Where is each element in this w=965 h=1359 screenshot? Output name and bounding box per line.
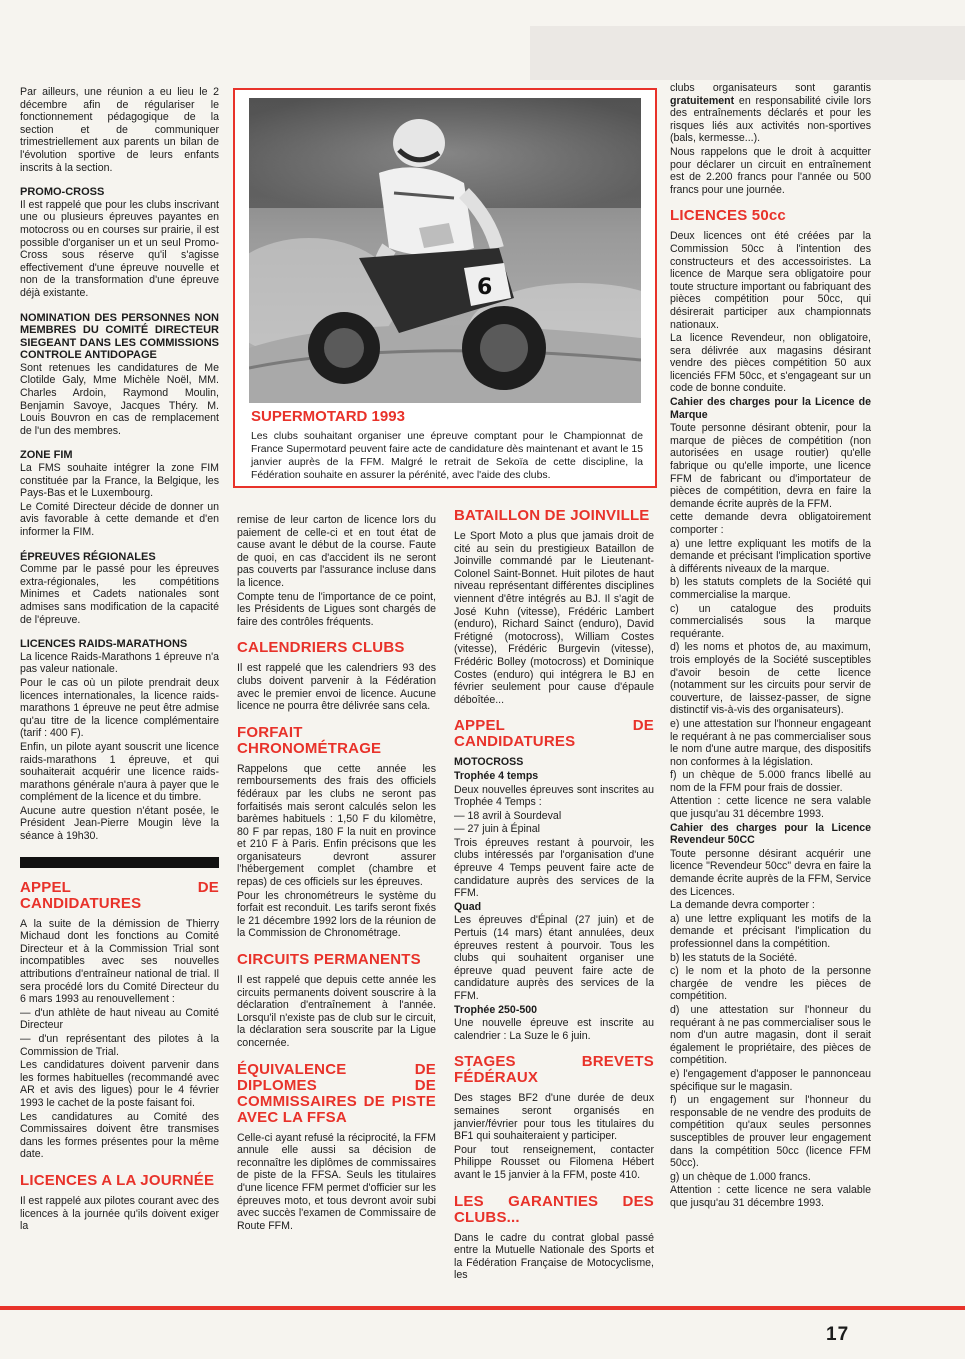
- raids-paragraph-4: Aucune autre question n'étant posée, le Président Jean-Pierre Mougin lève la séance à 19h30.: [20, 804, 219, 843]
- marque-item-c: c) un catalogue des produits commercialisés sous la marque requérante.: [670, 602, 871, 640]
- licences-journee-text: Il est rappelé aux pilotes courant avec des licences à la journée qu'ils doivent exiger la: [20, 1194, 219, 1233]
- forfait-paragraph-2: Pour les chronométreurs le système du forfait est reconduit. Les tarifs seront fixés le 21 décembre 1992 lors de la réunion de la Commission de Chronométrage.: [237, 889, 436, 940]
- garanties-clubs-heading: LES GARANTIES DES CLUBS...: [454, 1192, 654, 1226]
- marque-paragraph-2: cette demande devra obligatoirement comporter :: [670, 511, 871, 536]
- equivalence-diplomes-heading: ÉQUIVALENCE DE DIPLOMES DE COMMISSAIRES DE PISTE AVEC LA FFSA: [237, 1060, 436, 1126]
- appel-paragraph-2: — d'un athlète de haut niveau au Comité Directeur: [20, 1006, 219, 1032]
- revendeur-item-d: d) une attestation sur l'honneur du requérant à ne pas commercialiser sous le nom d'un autre magasin, dont il serait également le propriétaire, des pièces de compétition.: [670, 1003, 871, 1067]
- promo-cross-text: Il est rappelé que pour les clubs inscrivant une ou plusieurs épreuves payantes en motocross ou en courses sur prairie, il est possible d'organiser un et un seul Promo-Cross sous réserve qu'il s'agisse effectivement d'une épreuve nouvelle et non de la transformation d'une épreuve déjà existante.: [20, 198, 219, 299]
- revendeur-item-f: f) un engagement sur l'honneur du responsable de ne vendre des produits de compétition qu'aux seules personnes susceptibles de prouver leur engagement dans la compétition 50cc (licence FFM 50cc).: [670, 1094, 871, 1170]
- appel-paragraph-4: Les candidatures doivent parvenir dans les formes habituelles (recommandé avec AR et avis des ligues) pour le 4 février 1993 le cachet de la poste faisant foi.: [20, 1059, 219, 1109]
- promo-cross-heading: PROMO-CROSS: [20, 186, 105, 199]
- raids-paragraph-2: Pour le cas où un pilote prendrait deux licences internationales, la licence raids-marathons 1 épreuve ne peut être admise qu'au titre de la licence complémentaire (tarif : 400 F).: [20, 676, 219, 740]
- marque-attention: Attention : cette licence ne sera valable que jusqu'au 31 décembre 1993.: [670, 795, 871, 821]
- trophee-250-500-text: Une nouvelle épreuve est inscrite au calendrier : La Suze le 6 juin.: [454, 1017, 654, 1042]
- column-4: [670, 82, 871, 1210]
- bataillon-joinville-text: Le Sport Moto a plus que jamais droit de cité au sein du prestigieux Bataillon de Joinville commandé par le Lieutenant-Colonel Saint-Bonnet. Huit pilotes de haut niveau représentant différentes disciplines viennent d'être intégrés au BJ. Il s'agit de José Kuhn (vitesse), Frédéric Lambert (enduro), Richard Sainct (enduro), David Frétigné (motocross), William Costes (vitesse), Frédéric Burgevin (vitesse), Frédéric Bolley (motocross) et Dominique Costes (enduro) qui intégrera le BJ en février seulement pour cause d'épaule déboîtée...: [454, 530, 654, 706]
- marque-item-e: e) une attestation sur l'honneur engageant le requérant à ne pas commercialiser sous le nom d'une autre marque, des dispositifs non conformes à la législation.: [670, 717, 871, 768]
- appel-candidatures-heading-2: APPEL DE CANDIDATURES: [454, 717, 654, 751]
- calendriers-clubs-text: Il est rappelé que les calendriers 93 des clubs doivent parvenir à la Fédération avec le premier envoi de licence. Aucune licence ne pourra être délivrée sans cela.: [237, 662, 436, 713]
- quad-text: Les épreuves d'Épinal (27 juin) et de Pertuis (14 mars) étant annulées, deux épreuves restent à pourvoir. Tous les clubs qui souhaitent organiser une épreuve quad peuvent faire acte de candidature auprès des services de la FFM.: [454, 914, 654, 1002]
- stages-paragraph-1: Des stages BF2 d'une durée de deux semaines seront organisés en janvier/février pour tous les titulaires du BF1 qui souhaiteraient y participer.: [454, 1092, 654, 1143]
- marque-item-b: b) les statuts complets de la Société qui commercialise la marque.: [670, 576, 871, 601]
- revendeur-item-g: g) un chèque de 1.000 francs.: [670, 1170, 811, 1183]
- calendriers-clubs-heading: CALENDRIERS CLUBS: [237, 639, 405, 657]
- header-band: [530, 26, 965, 80]
- raids-marathons-heading: LICENCES RAIDS-MARATHONS: [20, 638, 188, 651]
- garanties-clubs-text: Dans le cadre du contrat global passé entre la Mutuelle Nationale des Sports et la Fédération Française de Motocyclisme, les: [454, 1231, 654, 1282]
- trophee-4-temps-paragraph-4: Trois épreuves restant à pourvoir, les clubs intéressés par l'organisation d'une épreuve 4 Temps peuvent faire acte de candidature auprès des services de la FFM.: [454, 836, 654, 900]
- cahier-revendeur-subheading: Cahier des charges pour la Licence Revendeur 50CC: [670, 821, 871, 847]
- revendeur-paragraph-2: La demande devra comporter :: [670, 899, 815, 912]
- stages-paragraph-2: Pour tout renseignement, contacter Philippe Rousset ou Filomena Hébert avant le 15 janvier à la FFM, poste 410.: [454, 1143, 654, 1181]
- page-number: 17: [826, 1324, 850, 1345]
- forfait-chronometrage-heading: FORFAIT CHRONOMÉTRAGE: [237, 723, 382, 757]
- zone-fim-text-1: La FMS souhaite intégrer la zone FIM constituée par la France, la Belgique, les Pays-Bas et le Luxembourg.: [20, 462, 219, 500]
- licences-journee-heading: LICENCES A LA JOURNÉE: [20, 1171, 215, 1189]
- licences-50cc-paragraph-1: Deux licences ont été créées par la Commission 50cc à l'intention des constructeurs et des accessoiristes. La licence de Marque sera obligatoire pour toute structure important ou fabriquant des pièces compétition pour 50cc, qui désirerait participer aux championnats nationaux.: [670, 230, 871, 331]
- nomination-text: Sont retenues les candidatures de Me Clotilde Galy, Mme Michèle Noël, MM. Charles Ardoin, Raymond Moulin, Benjamin Savoye, Jacques Théry. M. Louis Bouvron en cas de remplacement de l'un des membres.: [20, 361, 219, 437]
- circuits-permanents-heading: CIRCUITS PERMANENTS: [237, 951, 421, 969]
- zone-fim-text-2: Le Comité Directeur décide de donner un avis favorable à cette demande et d'en informer la FIM.: [20, 500, 219, 538]
- section-divider-bar: [20, 857, 219, 868]
- trophee-4-temps-paragraph-3: — 27 juin à Épinal: [454, 823, 540, 836]
- circuits-permanents-text: Il est rappelé que depuis cette année les circuits permanents doivent souscrire à la déclaration d'entraînement à l'année. Lorsqu'il n'existe pas de club sur le circuit, la déclaration sera souscrite par la Ligue concernée.: [237, 974, 436, 1049]
- supermotard-caption-text: Les clubs souhaitant organiser une épreuve comptant pour le Championnat de France Supermotard peuvent faire acte de candidature dès maintenant et avant le 15 janvier auprès de la FFM. Malgré le retrait de Sekoïa de cette discipline, la Fédération souhaite en assurer la pérénité, avec l'aide des clubs.: [251, 431, 643, 481]
- intro-paragraph: Par ailleurs, une réunion a eu lieu le 2 décembre afin de régulariser le fonctionnement pédagogique de la section et de communiquer trimestriellement aux parents un bilan de l'évolution sportive de leurs enfants inscrits à la section.: [20, 86, 219, 174]
- zone-fim-heading: ZONE FIM: [20, 449, 73, 462]
- raids-paragraph-1: La licence Raids-Marathons 1 épreuve n'a pas valeur nationale.: [20, 650, 219, 676]
- marque-item-d: d) les noms et photos de, au maximum, trois employés de la Société susceptibles d'avoir besoin de cette licence (notamment sur les circuits pour servir de couverture, de laissez-passer, de signe distinctif vis-à-vis des organisateurs).: [670, 641, 871, 717]
- marque-paragraph-1: Toute personne désirant obtenir, pour la marque de pièces de compétition (non autorisées en usage routier) qu'elle fabrique ou qu'elle importe, une licence FFM de fabricant ou d'importateur de pièces de compétition, devra en faire la demande écrite auprès de la FFM.: [670, 422, 871, 510]
- appel-paragraph-1: A la suite de la démission de Thierry Michaud dont les fonctions au Comité Directeur et à la Commission Trial sont incompatibles avec ses nouvelles attributions d'entraîneur national de trial. Il sera procédé lors du Comité Directeur du 6 mars 1993 au renouvellement :: [20, 917, 219, 1006]
- revendeur-item-a: a) une lettre expliquant les motifs de la demande et précisant l'implication du professionnel dans la compétition.: [670, 912, 871, 950]
- garanties-continued: [670, 82, 871, 145]
- bataillon-joinville-heading: BATAILLON DE JOINVILLE: [454, 507, 650, 524]
- garanties-gratuitement: gratuitement: [670, 94, 735, 107]
- supermotard-photo-box: [233, 88, 657, 488]
- column-1: [20, 86, 219, 1234]
- epreuves-regionales-text: Comme par le passé pour les épreuves extra-régionales, les compétitions Minimes et Cadets nationales sont admises sans modification de la capacité de l'épreuve.: [20, 563, 219, 626]
- marque-item-a: a) une lettre expliquant les motifs de la demande et précisant l'implication sportive à différents niveaux de la marque.: [670, 537, 871, 575]
- nomination-heading: NOMINATION DES PERSONNES NON MEMBRES DU COMITÉ DIRECTEUR SIEGEANT DANS LES COMMISSIONS CONTROLE ANTIDOPAGE: [20, 311, 219, 362]
- quad-subheading: Quad: [454, 900, 482, 913]
- garanties-continued-c: en responsabilité civile lors des entraînements déclarés et pour les risques liés aux activités non-sportives (bals, kermesse...).: [670, 94, 871, 145]
- appel-candidatures-heading-1: APPEL DE CANDIDATURES: [20, 878, 219, 912]
- appel-paragraph-3: — d'un représentant des pilotes à la Commission de Trial.: [20, 1033, 219, 1058]
- garanties-continued-a: clubs organisateurs sont garantis: [670, 82, 871, 94]
- revendeur-item-c: c) le nom et la photo de la personne chargée de vendre les pièces de compétition.: [670, 965, 871, 1003]
- svg-text:6: 6: [477, 275, 493, 300]
- epreuves-regionales-heading: ÉPREUVES RÉGIONALES: [20, 550, 156, 563]
- revendeur-paragraph-1: Toute personne désirant acquérir une licence "Revendeur 50cc" devra en faire la demande écrite auprès de la FFM, Service des Licences.: [670, 847, 871, 898]
- trophee-250-500-subheading: Trophée 250-500: [454, 1003, 538, 1016]
- appel-paragraph-5: Les candidatures au Comité des Commissaires doivent être transmises dans les formes présentes pour la même date.: [20, 1110, 219, 1161]
- supermotard-photo: [249, 98, 641, 403]
- revendeur-attention: Attention : cette licence ne sera valable que jusqu'au 31 décembre 1993.: [670, 1184, 871, 1209]
- column-2: [237, 514, 436, 1233]
- motocross-subheading: MOTOCROSS: [454, 756, 524, 769]
- forfait-paragraph-1: Rappelons que cette année les remboursements des frais des officiels fédéraux par les clubs ne seront pas forfaitisés mais seront calculés selon les barèmes habituels : 1,50 F du kilomètre, 80 F par repas, 180 F la nuit en province et 210 F à Paris. Enfin précisons que les organisateurs devront assurer l'hébergement complet (chambre et repas) de ces officiels sur les épreuves.: [237, 762, 436, 889]
- trophee-4-temps-paragraph-2: — 18 avril à Sourdeval: [454, 809, 562, 822]
- licences-journee-controles: Compte tenu de l'importance de ce point, les Présidents de Ligues sont chargés de faire des contrôles fréquents.: [237, 590, 436, 628]
- stages-brevets-heading: STAGES BREVETS FÉDÉRAUX: [454, 1053, 654, 1087]
- raids-paragraph-3: Enfin, un pilote ayant souscrit une licence raids-marathons 1 épreuve, et qui souhaiterait acquérir une licence raids-marathons générale n'aura à payer que le complément de la licence et du timbre.: [20, 740, 219, 804]
- revendeur-item-b: b) les statuts de la Société.: [670, 951, 798, 964]
- column-3: [454, 508, 654, 1283]
- droit-acquitter-text: Nous rappelons que le droit à acquitter pour déclarer un circuit en entraînement est de 2.200 francs pour l'année ou 500 francs pour une journée.: [670, 145, 871, 196]
- cahier-marque-subheading: Cahier des charges pour la Licence de Marque: [670, 396, 871, 421]
- licences-50cc-heading: LICENCES 50cc: [670, 207, 786, 225]
- licences-50cc-paragraph-2: La licence Revendeur, non obligatoire, sera délivrée aux magasins désirant vendre des pièces compétition 50 aux licenciés FFM 50cc, et s'engageant sur un code de bonne conduite.: [670, 332, 871, 395]
- footer-red-rule: [0, 1306, 965, 1310]
- marque-item-f: f) un chèque de 5.000 francs libellé au nom de la FFM pour frais de dossier.: [670, 769, 871, 794]
- supermotard-caption-title: SUPERMOTARD 1993: [251, 408, 405, 425]
- licences-journee-continued: remise de leur carton de licence lors du paiement de celle-ci et en tout état de cause avant le début de la course. Faute de quoi, en cas d'accident ils ne seront pas couverts par l'assurance incluse dans la licence.: [237, 514, 436, 589]
- equivalence-diplomes-text: Celle-ci ayant refusé la réciprocité, la FFM annule elle aussi sa décision de reconnaître les diplômes de commissaires de piste de la FFSA. Seuls les titulaires d'une licence FFM permet d'officier sur les épreuves moto, et tous devront avoir subi avec succès l'examen de Commissaire de Route FFM.: [237, 1131, 436, 1232]
- trophee-4-temps-subheading: Trophée 4 temps: [454, 769, 539, 782]
- revendeur-item-e: e) l'engagement d'apposer le pannonceau spécifique sur le magasin.: [670, 1067, 871, 1093]
- trophee-4-temps-paragraph-1: Deux nouvelles épreuves sont inscrites au Trophée 4 Temps :: [454, 783, 654, 809]
